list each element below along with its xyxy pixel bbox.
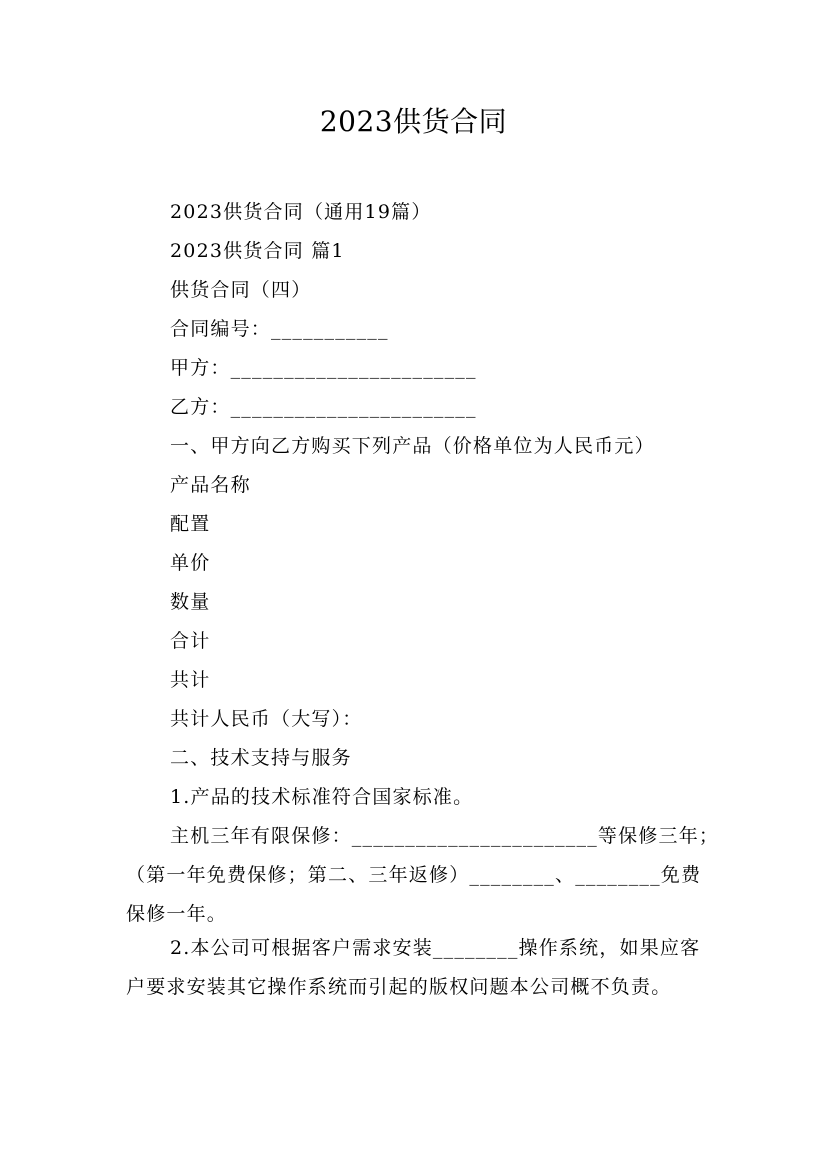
warranty-text: 主机三年有限保修：_______________________等保修三年； （第一年免费保修；第二、三年返修）________、________免费保修一年。 (126, 825, 730, 925)
contract-heading: 供货合同（四） (170, 279, 312, 301)
clause-2-heading: 二、技术支持与服务 (170, 747, 352, 769)
clause-2-item-1: 1.产品的技术标准符合国家标准。 (170, 786, 474, 808)
unit-price-label: 单价 (170, 552, 211, 574)
contract-number-line: 合同编号：___________ (170, 318, 389, 340)
total-rmb-label: 共计人民币（大写）： (170, 708, 363, 730)
doc-subtitle: 2023供货合同（通用19篇） (170, 201, 432, 223)
product-name-label: 产品名称 (170, 474, 251, 496)
quantity-label: 数量 (170, 591, 211, 613)
party-b-line: 乙方：_______________________ (170, 396, 477, 418)
os-install-paragraph (126, 929, 714, 1007)
total-label: 共计 (170, 669, 211, 691)
subtotal-label: 合计 (170, 630, 211, 652)
clause-1-heading: 一、甲方向乙方购买下列产品（价格单位为人民币元） (170, 435, 655, 457)
os-install-text: 2.本公司可根据客户需求安装________操作系统，如果应客户要求安装其它操作系统而引起的版权问题本公司概不负责。 (126, 937, 701, 998)
configuration-label: 配置 (170, 513, 211, 535)
document-title: 2023供货合同 (319, 105, 508, 138)
warranty-paragraph (126, 817, 730, 934)
section-heading: 2023供货合同 篇1 (170, 240, 345, 262)
party-a-line: 甲方：_______________________ (170, 357, 477, 379)
